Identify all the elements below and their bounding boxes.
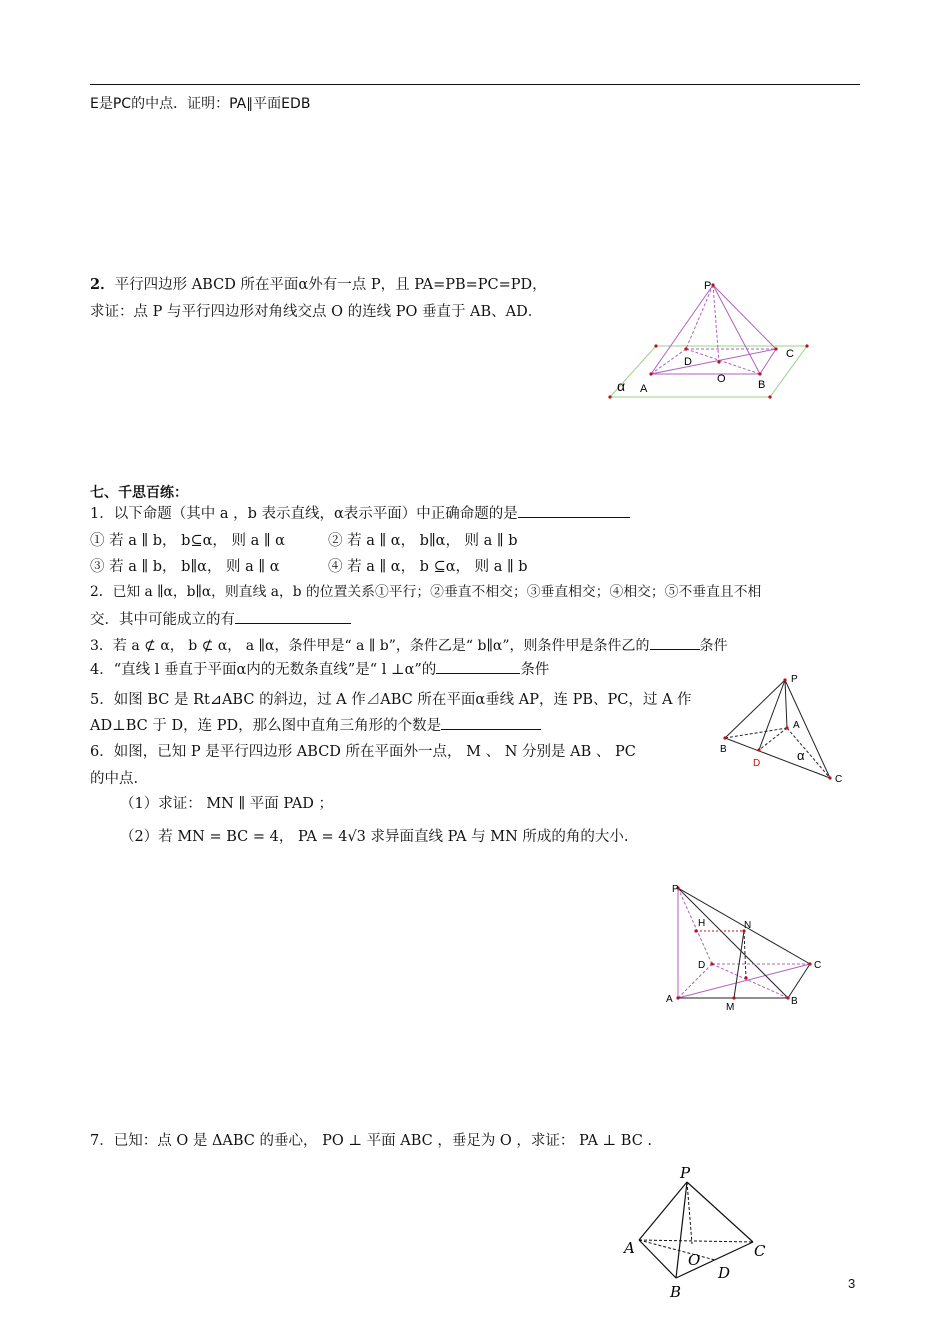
fig3-label-b: B [791,996,798,1007]
q5-line-2: AD⊥BC 于 D，连 PD，那么图中直角三角形的个数是 [90,718,442,734]
fig4-label-b: B [670,1283,682,1300]
header-text: E是PC的中点．证明：PA∥平面EDB [90,96,311,112]
fig3-label-m: M [726,1002,735,1013]
q2-answer-blank[interactable] [235,611,351,624]
q3-answer-blank[interactable] [650,637,700,650]
q4-text: 4．“直线 l 垂直于平面α内的无数条直线”是“ l ⊥α”的 [90,662,437,678]
fig2-label-b: B [720,744,727,755]
figure-pyramid-plane [600,275,820,405]
q4-answer-blank[interactable] [436,661,520,674]
fig1-label-b: B [758,379,766,391]
q6-line-2: 的中点. [90,771,139,787]
q3-text: 3．若 a ⊄ α， b ⊄ α， a ∥α，条件甲是“ a ∥ b”，条件乙是“ b∥α”，则条件甲是条件乙的 [90,638,650,654]
q4-line [90,661,549,679]
q5-line-1: 5．如图 BC 是 Rt⊿ABC 的斜边，过 A 作⊿ABC 所在平面α垂线 AP，连 PB、PC，过 A 作 [90,692,692,708]
fig1-label-alpha: α [617,378,626,394]
fig2-label-c: C [835,774,843,785]
fig1-label-o: O [717,373,726,385]
fig1-label-c: C [786,348,794,360]
fig4-label-d: D [718,1264,731,1282]
q6-sub-2: （2）若 MN = BC = 4， PA = 4√3 求异面直线 PA 与 MN 所成的角的大小. [120,829,629,845]
q1-option-4: ④ 若 a ∥ α， b ⊆α， 则 a ∥ b [328,559,528,575]
figure-pyramid-midpoints [660,878,840,1013]
problem-2-number: 2． [90,276,115,293]
q5-answer-blank[interactable] [441,717,541,730]
fig2-label-alpha: α [797,748,805,763]
figure-right-triangle-pyramid [715,670,855,790]
fig2-label-d: D [753,758,761,769]
q2-line-2-wrap [90,611,351,629]
problem-2-text: 平行四边形 ABCD 所在平面α外有一点 P，且 PA=PB=PC=PD， [114,277,547,293]
fig4-label-p: P [680,1164,691,1182]
fig3-label-p: P [672,884,679,895]
fig3-label-d: D [698,960,706,971]
problem-2-line-2: 求证：点 P 与平行四边形对角线交点 O 的连线 PO 垂直于 AB、AD． [90,304,543,320]
fig2-label-p: P [791,674,798,685]
q3-tail: 条件 [699,638,728,654]
fig1-label-p: P [704,280,712,292]
page-number: 3 [848,1276,856,1291]
problem-2-line-1 [90,276,547,294]
q6-sub-1: （1）求证： MN ∥ 平面 PAD ； [120,796,334,812]
q2-line-1: 2．已知 a ∥α，b∥α，则直线 a，b 的位置关系①平行；②垂直不相交；③垂直相交；④相交；⑤不垂直且不相 [90,584,762,600]
header-rule [90,84,860,85]
fig3-label-a: A [666,994,673,1005]
q2-line-2: 交．其中可能成立的有 [90,612,235,628]
section-title: 七、千思百练： [90,485,188,501]
q1-stem: 1．以下命题（其中 a ，b 表示直线，α表示平面）中正确命题的是 [90,506,518,522]
q6-line-1: 6．如图，已知 P 是平行四边形 ABCD 所在平面外一点， M 、 N 分别是 AB 、 PC [90,744,636,760]
fig1-label-a: A [640,383,648,395]
q3-line [90,637,728,655]
q7-text: 7．已知：点 O 是 ΔABC 的垂心， PO ⊥ 平面 ABC ，垂足为 O ，求证： PA ⊥ BC . [90,1133,653,1149]
q1-answer-blank[interactable] [518,505,630,518]
fig4-label-o: O [688,1251,701,1269]
fig3-label-c: C [814,960,822,971]
q4-tail: 条件 [520,662,550,678]
q5-line-2-wrap [90,717,541,735]
q1-option-2: ② 若 a ∥ α， b∥α， 则 a ∥ b [328,533,518,549]
fig4-label-a: A [624,1239,635,1257]
fig1-label-d: D [684,356,692,368]
q1-stem-line [90,505,630,523]
fig2-label-a: A [793,720,800,731]
q1-option-1: ① 若 a ∥ b， b⊆α， 则 a ∥ α [90,533,285,549]
q1-option-3: ③ 若 a ∥ b， b∥α， 则 a ∥ α [90,559,280,575]
fig3-label-h: H [698,918,706,929]
fig3-label-n: N [744,920,752,931]
figure-orthocenter-tetrahedron [620,1160,780,1300]
fig4-label-c: C [754,1242,766,1260]
